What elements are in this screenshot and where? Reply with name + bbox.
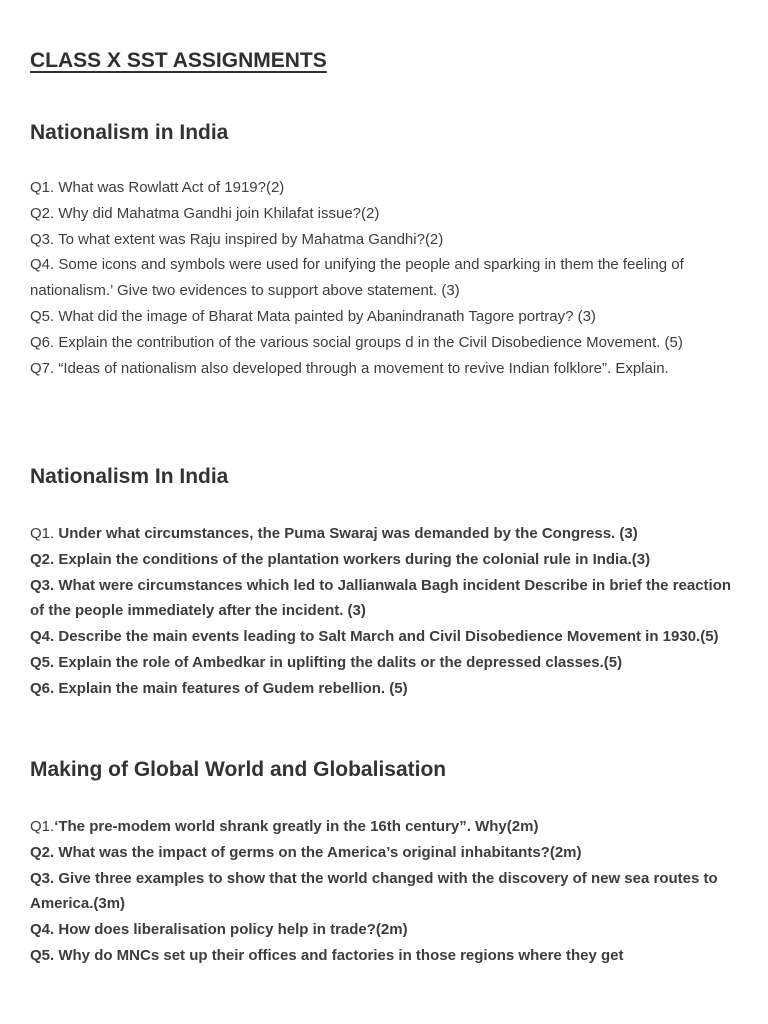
question-text: How does liberalisation policy help in trade?(2m) xyxy=(58,921,408,939)
question-text: ‘The pre-modem world shrank greatly in the 16th century”. Why(2m) xyxy=(54,818,539,835)
question-item xyxy=(30,252,742,304)
question-number: Q3. xyxy=(30,576,59,594)
question-number: Q4. xyxy=(30,256,59,274)
question-text: Explain the role of Ambedkar in uplifting the dalits or the depressed classes.(5) xyxy=(58,653,623,671)
question-item xyxy=(30,676,742,702)
question-number: Q6. xyxy=(30,333,59,351)
question-text: Give three examples to show that the world changed with the discovery of new sea routes to America.(3m) xyxy=(30,869,718,913)
question-list xyxy=(30,521,742,702)
question-item xyxy=(30,356,742,382)
question-item xyxy=(30,304,742,330)
question-item xyxy=(30,573,742,625)
question-number: Q2. xyxy=(30,550,59,568)
question-text: Why did Mahatma Gandhi join Khilafat issue?(2) xyxy=(58,204,380,222)
question-text: What was the impact of germs on the America’s original inhabitants?(2m) xyxy=(58,843,582,861)
question-item xyxy=(30,840,742,866)
question-text: What was Rowlatt Act of 1919?(2) xyxy=(58,179,285,196)
question-number: Q7. xyxy=(30,359,59,377)
question-number: Q2. xyxy=(30,843,59,861)
question-number: Q4. xyxy=(30,921,59,939)
question-number: Q1. xyxy=(30,525,59,542)
question-number: Q1. xyxy=(30,179,59,196)
question-text: Why do MNCs set up their offices and factories in those regions where they get xyxy=(58,946,624,964)
question-item xyxy=(30,624,742,650)
section-making-of-global-world xyxy=(30,756,742,964)
question-item xyxy=(30,650,742,676)
question-text: Explain the conditions of the plantation workers during the colonial rule in India.(3) xyxy=(58,550,651,568)
question-number: Q6. xyxy=(30,679,59,697)
question-text: Describe the main events leading to Salt March and Civil Disobedience Movement in 1930.(5) xyxy=(58,628,719,646)
question-number: Q3. xyxy=(30,230,59,248)
question-item xyxy=(30,943,742,969)
question-item xyxy=(30,201,742,227)
section-nationalism-in-india xyxy=(30,119,742,377)
question-number: Q3. xyxy=(30,869,59,887)
question-item xyxy=(30,227,742,253)
question-item xyxy=(30,917,742,943)
question-text: Explain the main features of Gudem rebellion. (5) xyxy=(58,679,408,697)
question-number: Q4. xyxy=(30,628,59,646)
question-text: Explain the contribution of the various social groups d in the Civil Disobedience Movement. (5) xyxy=(58,333,683,351)
question-text: Under what circumstances, the Puma Swaraj was demanded by the Congress. (3) xyxy=(58,525,638,542)
question-text: To what extent was Raju inspired by Mahatma Gandhi?(2) xyxy=(58,230,444,248)
question-text: What were circumstances which led to Jallianwala Bagh incident Describe in brief the reaction of the people immediately after the incident. (3) xyxy=(30,576,732,620)
question-item xyxy=(30,814,742,840)
question-number: Q1. xyxy=(30,818,55,835)
section-nationalism-in-india-2 xyxy=(30,463,742,697)
section-heading: Nationalism in India xyxy=(30,121,229,144)
question-list xyxy=(30,814,742,969)
question-text: “Ideas of nationalism also developed through a movement to revive Indian folklore”. Explain. xyxy=(58,359,669,377)
question-item xyxy=(30,330,742,356)
question-list xyxy=(30,175,742,381)
question-item xyxy=(30,866,742,918)
question-number: Q5. xyxy=(30,307,59,325)
question-item xyxy=(30,547,742,573)
question-number: Q2. xyxy=(30,204,59,222)
question-text: Some icons and symbols were used for unifying the people and sparking in them the feeling of nationalism.’ Give two evidences to support above statement. (3) xyxy=(30,256,684,300)
question-number: Q5. xyxy=(30,946,59,964)
question-number: Q5. xyxy=(30,653,59,671)
document-title: CLASS X SST ASSIGNMENTS xyxy=(30,49,327,72)
question-item xyxy=(30,521,742,547)
question-text: What did the image of Bharat Mata painted by Abanindranath Tagore portray? (3) xyxy=(58,307,596,325)
section-heading: Making of Global World and Globalisation xyxy=(30,758,447,781)
section-heading: Nationalism In India xyxy=(30,465,229,488)
question-item xyxy=(30,175,742,201)
